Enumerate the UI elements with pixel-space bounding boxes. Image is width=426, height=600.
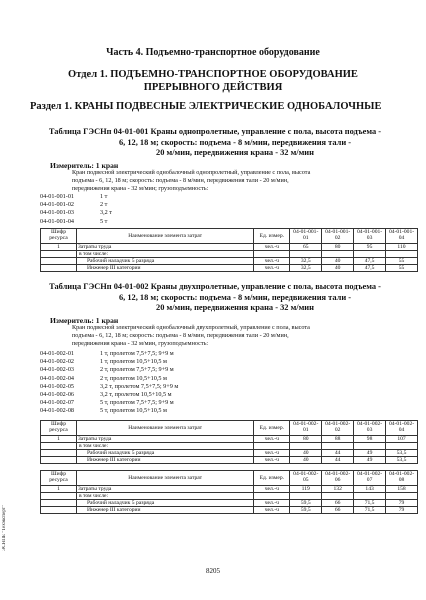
cell-value: 47,5 — [354, 258, 386, 265]
table-row — [41, 443, 418, 450]
cell-value: 40 — [322, 265, 354, 272]
code-row — [40, 399, 178, 407]
cell-value: 53,5 — [386, 450, 418, 457]
cell-unit: чел.-ч — [254, 500, 290, 507]
table1-code-list — [40, 193, 112, 226]
header-col: 04-01-002-02 — [322, 421, 354, 436]
cell-unit: чел.-ч — [254, 258, 290, 265]
table-row — [41, 244, 418, 251]
code: 04-01-002-08 — [40, 407, 75, 415]
cell-shifr: 1 — [41, 486, 77, 493]
code-row — [40, 366, 178, 374]
header-col: 04-01-001-04 — [386, 229, 418, 244]
table2-description — [72, 324, 382, 348]
cell-value: 59,5 — [290, 507, 322, 514]
cell-value: 80 — [322, 244, 354, 251]
header-col: 04-01-002-07 — [354, 471, 386, 486]
header-col: 04-01-002-05 — [290, 471, 322, 486]
code: 04-01-001-04 — [40, 217, 75, 225]
cell-value: 40 — [290, 457, 322, 464]
header-shifr: Шифр ресурса — [41, 471, 77, 486]
cell-name: Рабочий наладчик 5 разряда — [76, 500, 253, 507]
dept-title — [0, 68, 426, 94]
cell-name: Инженер III категории — [76, 457, 253, 464]
table1-desc-line: подъема - 6, 12, 18 м; скорость: подъема - 8 м/мин, передвижения тали - 20 м/мин, — [72, 177, 289, 184]
cell-name: в том числе: — [76, 493, 253, 500]
table2-caption-line-1: Таблица ГЭСНп 04-01-002 Краны двухпролетные, управление с пола, высота подъема - — [49, 282, 381, 291]
table-header-row — [41, 471, 418, 486]
cell-unit: чел.-ч — [254, 507, 290, 514]
code-row — [40, 358, 178, 366]
cell-value: 80 — [290, 436, 322, 443]
table2-caption — [10, 282, 420, 314]
code-row — [40, 201, 112, 209]
code-row — [40, 350, 178, 358]
cell-value: 32,5 — [290, 265, 322, 272]
table-row — [41, 486, 418, 493]
cell-unit: чел.-ч — [254, 244, 290, 251]
code-value: 5 т, пролетом 10,5+10,5 м — [100, 407, 167, 415]
table2a-norm-table — [40, 420, 418, 464]
code: 04-01-002-03 — [40, 366, 75, 374]
cell-value: 66 — [322, 500, 354, 507]
cell-value: 158 — [386, 486, 418, 493]
cell-value: 47,5 — [354, 265, 386, 272]
cell-name: Затраты труда — [76, 486, 253, 493]
cell-value: 32,5 — [290, 258, 322, 265]
cell-name: в том числе: — [76, 443, 253, 450]
cell-unit: чел.-ч — [254, 436, 290, 443]
code-row — [40, 218, 112, 226]
cell-value: 59,5 — [290, 500, 322, 507]
table-header-row — [41, 421, 418, 436]
cell-value: 40 — [322, 258, 354, 265]
cell-value: 40 — [290, 450, 322, 457]
code-value: 2 т, пролетом 10,5+10,5 м — [100, 374, 167, 382]
cell-value: 49 — [354, 457, 386, 464]
cell-value: 44 — [322, 457, 354, 464]
header-name: Наименование элемента затрат — [76, 471, 253, 486]
cell-unit: чел.-ч — [254, 486, 290, 493]
section-title: Раздел 1. КРАНЫ ПОДВЕСНЫЕ ЭЛЕКТРИЧЕСКИЕ ОДНОБАЛОЧНЫЕ — [30, 101, 382, 112]
dept-title-line-2: ПРЕРЫВНОГО ДЕЙСТВИЯ — [143, 82, 283, 93]
cell-value: 65 — [290, 244, 322, 251]
cell-value: 44 — [322, 450, 354, 457]
code: 04-01-002-02 — [40, 358, 75, 366]
cell-shifr: 1 — [41, 244, 77, 251]
cell-value: 49 — [354, 450, 386, 457]
header-unit: Ед. измер. — [254, 229, 290, 244]
cell-name: Рабочий наладчик 5 разряда — [76, 258, 253, 265]
cell-value: 66 — [322, 507, 354, 514]
table-row — [41, 258, 418, 265]
table1-desc-line: Кран подвесной электрический однобалочный однопролетный, управление с пола, высота — [72, 169, 311, 176]
cell-value: 71,5 — [354, 500, 386, 507]
code-row — [40, 375, 178, 383]
table-header-row — [41, 229, 418, 244]
header-col: 04-01-002-06 — [322, 471, 354, 486]
code-row — [40, 209, 112, 217]
cell-value: 55 — [386, 265, 418, 272]
cell-name: Затраты труда — [76, 436, 253, 443]
cell-name: Затраты труда — [76, 244, 253, 251]
code: 04-01-002-07 — [40, 399, 75, 407]
header-col: 04-01-002-01 — [290, 421, 322, 436]
header-col: 04-01-001-02 — [322, 229, 354, 244]
cell-name: Инженер III категории — [76, 265, 253, 272]
code: 04-01-002-04 — [40, 374, 75, 382]
header-col: 04-01-002-04 — [386, 421, 418, 436]
cell-value: 88 — [322, 436, 354, 443]
code-value: 1 т, пролетом 7,5+7,5; 9+9 м — [100, 350, 174, 357]
code-value: 5 т, пролетом 7,5+7,5; 9+9 м — [100, 399, 174, 407]
cell-value: 110 — [386, 244, 418, 251]
cell-value: 119 — [290, 486, 322, 493]
cell-value: 95 — [354, 244, 386, 251]
code-value: 3,2 т, пролетом 10,5+10,5 м — [100, 391, 172, 399]
table-row — [41, 251, 418, 258]
table2-meter: Измеритель: 1 кран — [50, 316, 119, 325]
table-row — [41, 457, 418, 464]
table1-description — [72, 169, 372, 193]
header-unit: Ед. измер. — [254, 471, 290, 486]
cell-unit: чел.-ч — [254, 265, 290, 272]
table2-desc-line: Кран подвесной электрический однобалочный двухпролетный, управление с пола, высота — [72, 324, 310, 331]
code-row — [40, 383, 178, 391]
cell-unit: чел.-ч — [254, 457, 290, 464]
code: 04-01-001-02 — [40, 201, 75, 209]
code-value: 1 т, пролетом 10,5+10,5 м — [100, 358, 167, 366]
code: 04-01-002-06 — [40, 391, 75, 399]
cell-name: Рабочий наладчик 5 разряда — [76, 450, 253, 457]
table1-meter: Измеритель: 1 кран — [50, 161, 119, 170]
code: 04-01-001-03 — [40, 209, 75, 217]
table-row — [41, 507, 418, 514]
page-number: 8205 — [206, 567, 220, 575]
cell-value: 98 — [354, 436, 386, 443]
code-value: 1 т — [100, 193, 108, 200]
header-col: 04-01-002-03 — [354, 421, 386, 436]
code-value: 5 т — [100, 217, 108, 225]
header-unit: Ед. измер. — [254, 421, 290, 436]
cell-value: 79 — [386, 507, 418, 514]
table1-caption-line-1: Таблица ГЭСНп 04-01-001 Краны однопролетные, управление с пола, высота подъема - — [48, 127, 382, 136]
table2-desc-line: передвижения крана - 32 м/мин, грузоподъемность: — [72, 340, 209, 347]
code-row — [40, 407, 178, 415]
header-shifr: Шифр ресурса — [41, 229, 77, 244]
table1-caption-line-3: 20 м/мин, передвижения крана - 32 м/мин — [156, 148, 314, 157]
code: 04-01-002-05 — [40, 382, 75, 390]
table2-desc-line: подъема - 6, 12, 18 м; скорость: подъема - 8 м/мин, передвижения тали - 20 м/мин, — [72, 332, 289, 339]
code-value: 2 т — [100, 201, 108, 209]
table1-desc-line: передвижения крана - 32 м/мин; грузоподъемность: — [72, 185, 209, 192]
table2-code-list — [40, 350, 178, 416]
cell-shifr: 1 — [41, 436, 77, 443]
table1-caption — [10, 127, 420, 159]
code: 04-01-002-01 — [40, 350, 75, 357]
code-value: 2 т, пролетом 7,5+7,5; 9+9 м — [100, 366, 174, 374]
code-value: 3,2 т, пролетом 7,5+7,5; 9+9 м — [100, 382, 179, 390]
code: 04-01-001-01 — [40, 193, 75, 200]
part-title: Часть 4. Подъемно-транспортное оборудование — [106, 47, 320, 58]
cell-value: 107 — [386, 436, 418, 443]
cell-name: Инженер III категории — [76, 507, 253, 514]
table1-norm-table — [40, 228, 418, 272]
cell-value: 143 — [354, 486, 386, 493]
code-value: 3,2 т — [100, 209, 112, 217]
header-col: 04-01-001-01 — [290, 229, 322, 244]
table1-caption-line-2: 6, 12, 18 м; скорость: подъема - 8 м/мин, передвижения тали - — [118, 137, 352, 147]
table-row — [41, 500, 418, 507]
table2-caption-line-2: 6, 12, 18 м; скорость: подъема - 8 м/мин, передвижения тали - — [118, 292, 352, 302]
header-name: Наименование элемента затрат — [76, 421, 253, 436]
table2-caption-line-3: 20 м/мин, передвижения крана - 32 м/мин — [156, 303, 314, 312]
cell-value: 71,5 — [354, 507, 386, 514]
code-row — [40, 193, 112, 201]
cell-value: 79 — [386, 500, 418, 507]
table-row — [41, 450, 418, 457]
cell-value: 55 — [386, 258, 418, 265]
cell-name: в том числе: — [76, 251, 253, 258]
cell-value: 53,5 — [386, 457, 418, 464]
code-row — [40, 391, 178, 399]
table2b-norm-table — [40, 470, 418, 514]
header-col: 04-01-001-03 — [354, 229, 386, 244]
dept-title-line-1: Отдел 1. ПОДЪЕМНО-ТРАНСПОРТНОЕ ОБОРУДОВАНИЕ — [68, 69, 358, 80]
table-row — [41, 493, 418, 500]
cell-unit: чел.-ч — [254, 450, 290, 457]
header-name: Наименование элемента затрат — [76, 229, 253, 244]
cell-value: 132 — [322, 486, 354, 493]
table-row — [41, 436, 418, 443]
header-shifr: Шифр ресурса — [41, 421, 77, 436]
side-stamp: ЭСНПЕ "Техэксперт" — [2, 505, 7, 551]
header-col: 04-01-002-08 — [386, 471, 418, 486]
table-row — [41, 265, 418, 272]
